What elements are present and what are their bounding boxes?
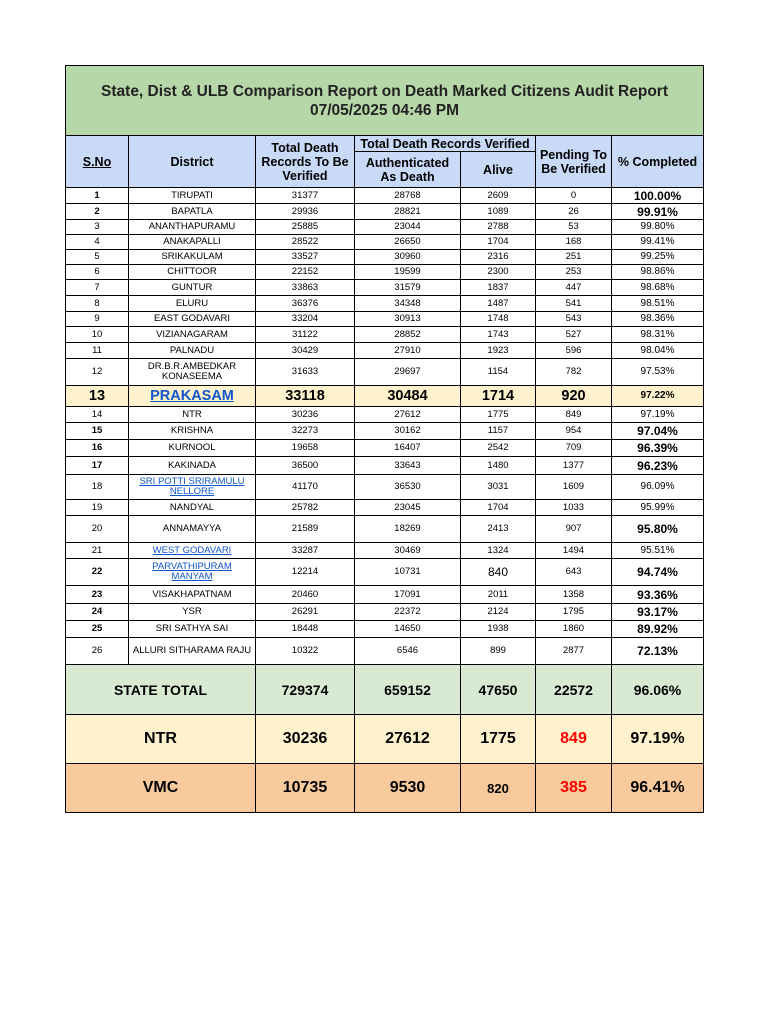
cell-sno: 26 xyxy=(66,638,129,665)
cell-pending: 1377 xyxy=(536,457,612,475)
cell-pending: 26 xyxy=(536,204,612,220)
cell-total: 20460 xyxy=(256,586,355,604)
report-timestamp: 07/05/2025 04:46 PM xyxy=(309,101,460,119)
cell-sno: 14 xyxy=(66,407,129,423)
cell-completed: 97.04% xyxy=(612,423,704,440)
cell-sno: 13 xyxy=(66,386,129,407)
cell-total: 10322 xyxy=(256,638,355,665)
cell-alive: 1154 xyxy=(461,359,536,386)
cell-authenticated: 30913 xyxy=(355,312,461,327)
state-total-row xyxy=(66,665,704,715)
cell-district: DR.B.R.AMBEDKAR KONASEEMA xyxy=(129,359,256,386)
cell-completed: 94.74% xyxy=(612,559,704,586)
cell-pending: 954 xyxy=(536,423,612,440)
cell-total: 33204 xyxy=(256,312,355,327)
cell-district: CHITTOOR xyxy=(129,265,256,280)
cell-authenticated: 17091 xyxy=(355,586,461,604)
cell-alive: 1487 xyxy=(461,296,536,312)
cell-pending: 2877 xyxy=(536,638,612,665)
cell-sno: 20 xyxy=(66,516,129,543)
cell-authenticated: 14650 xyxy=(355,621,461,638)
cell-district: ELURU xyxy=(129,296,256,312)
table-row xyxy=(66,457,704,475)
cell-alive: 1938 xyxy=(461,621,536,638)
cell-authenticated: 30960 xyxy=(355,250,461,265)
cell-completed: 97.53% xyxy=(612,359,704,386)
cell-sno: 23 xyxy=(66,586,129,604)
cell-alive: 2124 xyxy=(461,604,536,621)
state-total-label: STATE TOTAL xyxy=(66,665,256,715)
cell-sno: 1 xyxy=(66,188,129,204)
cell-total: 33527 xyxy=(256,250,355,265)
col-header-authenticated: Authenticated As Death xyxy=(355,152,461,188)
table-row xyxy=(66,265,704,280)
cell-pending: 541 xyxy=(536,296,612,312)
cell-sno: 21 xyxy=(66,543,129,559)
vmc-summary-label: VMC xyxy=(66,764,256,813)
cell-total: 31633 xyxy=(256,359,355,386)
table-row xyxy=(66,586,704,604)
cell-district: PALNADU xyxy=(129,343,256,359)
table-row xyxy=(66,475,704,500)
cell-total: 18448 xyxy=(256,621,355,638)
cell-sno: 6 xyxy=(66,265,129,280)
cell-alive: 1775 xyxy=(461,407,536,423)
cell-pending: 251 xyxy=(536,250,612,265)
cell-district: ANNAMAYYA xyxy=(129,516,256,543)
cell-sno: 9 xyxy=(66,312,129,327)
cell-completed: 96.09% xyxy=(612,475,704,500)
ntr-summary-row xyxy=(66,715,704,764)
cell-authenticated: 30484 xyxy=(355,386,461,407)
cell-alive: 2300 xyxy=(461,265,536,280)
cell-pending: 1609 xyxy=(536,475,612,500)
state-total-completed: 96.06% xyxy=(612,665,704,715)
cell-total: 31122 xyxy=(256,327,355,343)
cell-district: NANDYAL xyxy=(129,500,256,516)
cell-completed: 98.36% xyxy=(612,312,704,327)
cell-district: GUNTUR xyxy=(129,280,256,296)
vmc-summary-alive: 820 xyxy=(461,764,536,813)
col-header-pending: Pending To Be Verified xyxy=(536,136,612,188)
cell-pending: 1033 xyxy=(536,500,612,516)
cell-completed: 99.41% xyxy=(612,235,704,250)
cell-total: 25885 xyxy=(256,220,355,235)
cell-completed: 89.92% xyxy=(612,621,704,638)
cell-district: KURNOOL xyxy=(129,440,256,457)
cell-authenticated: 18269 xyxy=(355,516,461,543)
cell-alive: 1480 xyxy=(461,457,536,475)
cell-total: 41170 xyxy=(256,475,355,500)
cell-district: ALLURI SITHARAMA RAJU xyxy=(129,638,256,665)
cell-sno: 3 xyxy=(66,220,129,235)
cell-completed: 99.25% xyxy=(612,250,704,265)
cell-authenticated: 30162 xyxy=(355,423,461,440)
cell-sno: 4 xyxy=(66,235,129,250)
cell-authenticated: 16407 xyxy=(355,440,461,457)
table-row xyxy=(66,386,704,407)
table-row xyxy=(66,250,704,265)
cell-sno: 10 xyxy=(66,327,129,343)
cell-sno: 25 xyxy=(66,621,129,638)
cell-completed: 96.23% xyxy=(612,457,704,475)
ntr-summary-label: NTR xyxy=(66,715,256,764)
cell-authenticated: 28821 xyxy=(355,204,461,220)
cell-completed: 95.99% xyxy=(612,500,704,516)
cell-pending: 253 xyxy=(536,265,612,280)
cell-sno: 18 xyxy=(66,475,129,500)
cell-authenticated: 31579 xyxy=(355,280,461,296)
cell-authenticated: 28852 xyxy=(355,327,461,343)
cell-completed: 97.22% xyxy=(612,386,704,407)
cell-completed: 93.36% xyxy=(612,586,704,604)
col-header-total-to-verify: Total Death Records To Be Verified xyxy=(256,136,355,188)
cell-authenticated: 10731 xyxy=(355,559,461,586)
state-total-total: 729374 xyxy=(256,665,355,715)
table-row xyxy=(66,543,704,559)
cell-district: VIZIANAGARAM xyxy=(129,327,256,343)
cell-completed: 98.86% xyxy=(612,265,704,280)
cell-authenticated: 19599 xyxy=(355,265,461,280)
vmc-summary-pending: 385 xyxy=(536,764,612,813)
cell-alive: 1157 xyxy=(461,423,536,440)
cell-total: 33118 xyxy=(256,386,355,407)
cell-alive: 3031 xyxy=(461,475,536,500)
cell-sno: 17 xyxy=(66,457,129,475)
cell-pending: 168 xyxy=(536,235,612,250)
col-header-sno[interactable]: S.No xyxy=(66,136,129,188)
table-row xyxy=(66,423,704,440)
cell-authenticated: 27612 xyxy=(355,407,461,423)
table-row xyxy=(66,516,704,543)
cell-completed: 97.19% xyxy=(612,407,704,423)
table-row xyxy=(66,559,704,586)
col-header-completed: % Completed xyxy=(612,136,704,188)
cell-alive: 840 xyxy=(461,559,536,586)
cell-alive: 1324 xyxy=(461,543,536,559)
cell-district[interactable]: SRI POTTI SRIRAMULU NELLORE xyxy=(129,475,256,500)
cell-district: ANAKAPALLI xyxy=(129,235,256,250)
cell-pending: 447 xyxy=(536,280,612,296)
state-total-alive: 47650 xyxy=(461,665,536,715)
cell-authenticated: 29697 xyxy=(355,359,461,386)
cell-district: ANANTHAPURAMU xyxy=(129,220,256,235)
cell-pending: 920 xyxy=(536,386,612,407)
cell-pending: 1860 xyxy=(536,621,612,638)
table-row xyxy=(66,604,704,621)
cell-alive: 1748 xyxy=(461,312,536,327)
cell-alive: 1743 xyxy=(461,327,536,343)
cell-alive: 899 xyxy=(461,638,536,665)
cell-district: KAKINADA xyxy=(129,457,256,475)
cell-district: VISAKHAPATNAM xyxy=(129,586,256,604)
cell-pending: 527 xyxy=(536,327,612,343)
cell-sno: 8 xyxy=(66,296,129,312)
cell-sno: 7 xyxy=(66,280,129,296)
cell-alive: 2542 xyxy=(461,440,536,457)
cell-alive: 1704 xyxy=(461,500,536,516)
cell-total: 28522 xyxy=(256,235,355,250)
cell-pending: 782 xyxy=(536,359,612,386)
cell-sno: 15 xyxy=(66,423,129,440)
vmc-summary-total: 10735 xyxy=(256,764,355,813)
cell-authenticated: 36530 xyxy=(355,475,461,500)
cell-total: 29936 xyxy=(256,204,355,220)
col-header-verified-group: Total Death Records Verified xyxy=(355,136,536,152)
cell-pending: 1795 xyxy=(536,604,612,621)
cell-total: 30236 xyxy=(256,407,355,423)
table-row xyxy=(66,440,704,457)
table-row xyxy=(66,220,704,235)
cell-alive: 2413 xyxy=(461,516,536,543)
cell-completed: 98.04% xyxy=(612,343,704,359)
cell-district: YSR xyxy=(129,604,256,621)
cell-pending: 849 xyxy=(536,407,612,423)
cell-district: NTR xyxy=(129,407,256,423)
cell-pending: 1358 xyxy=(536,586,612,604)
cell-authenticated: 30469 xyxy=(355,543,461,559)
table-row xyxy=(66,359,704,386)
cell-sno: 12 xyxy=(66,359,129,386)
ntr-summary-total: 30236 xyxy=(256,715,355,764)
cell-sno: 24 xyxy=(66,604,129,621)
cell-alive: 1837 xyxy=(461,280,536,296)
table-row xyxy=(66,204,704,220)
cell-district[interactable]: PRAKASAM xyxy=(129,386,256,407)
table-row xyxy=(66,621,704,638)
cell-sno: 5 xyxy=(66,250,129,265)
cell-total: 33863 xyxy=(256,280,355,296)
cell-district: BAPATLA xyxy=(129,204,256,220)
cell-completed: 98.31% xyxy=(612,327,704,343)
cell-alive: 2609 xyxy=(461,188,536,204)
cell-authenticated: 27910 xyxy=(355,343,461,359)
table-row xyxy=(66,188,704,204)
col-header-district: District xyxy=(129,136,256,188)
cell-total: 25782 xyxy=(256,500,355,516)
table-row xyxy=(66,327,704,343)
report-title-cell xyxy=(66,66,704,136)
cell-authenticated: 33643 xyxy=(355,457,461,475)
cell-district[interactable]: PARVATHIPURAM MANYAM xyxy=(129,559,256,586)
cell-authenticated: 22372 xyxy=(355,604,461,621)
state-total-pending: 22572 xyxy=(536,665,612,715)
report-title: State, Dist & ULB Comparison Report on Death Marked Citizens Audit Report xyxy=(101,82,668,100)
cell-total: 19658 xyxy=(256,440,355,457)
cell-alive: 1089 xyxy=(461,204,536,220)
cell-completed: 99.91% xyxy=(612,204,704,220)
table-row xyxy=(66,296,704,312)
cell-pending: 907 xyxy=(536,516,612,543)
cell-authenticated: 6546 xyxy=(355,638,461,665)
cell-sno: 16 xyxy=(66,440,129,457)
cell-authenticated: 26650 xyxy=(355,235,461,250)
cell-total: 12214 xyxy=(256,559,355,586)
cell-district: TIRUPATI xyxy=(129,188,256,204)
table-row xyxy=(66,343,704,359)
cell-district: SRIKAKULAM xyxy=(129,250,256,265)
cell-alive: 2011 xyxy=(461,586,536,604)
cell-district[interactable]: WEST GODAVARI xyxy=(129,543,256,559)
table-row xyxy=(66,638,704,665)
ntr-summary-pending: 849 xyxy=(536,715,612,764)
cell-total: 32273 xyxy=(256,423,355,440)
table-row xyxy=(66,312,704,327)
cell-alive: 1923 xyxy=(461,343,536,359)
cell-pending: 709 xyxy=(536,440,612,457)
cell-sno: 11 xyxy=(66,343,129,359)
vmc-summary-authenticated: 9530 xyxy=(355,764,461,813)
cell-district: EAST GODAVARI xyxy=(129,312,256,327)
cell-sno: 22 xyxy=(66,559,129,586)
vmc-summary-completed: 96.41% xyxy=(612,764,704,813)
cell-total: 36500 xyxy=(256,457,355,475)
cell-total: 22152 xyxy=(256,265,355,280)
cell-pending: 543 xyxy=(536,312,612,327)
cell-total: 31377 xyxy=(256,188,355,204)
cell-pending: 0 xyxy=(536,188,612,204)
cell-completed: 72.13% xyxy=(612,638,704,665)
col-header-alive: Alive xyxy=(461,152,536,188)
cell-completed: 99.80% xyxy=(612,220,704,235)
cell-sno: 2 xyxy=(66,204,129,220)
cell-district: KRISHNA xyxy=(129,423,256,440)
cell-district: SRI SATHYA SAI xyxy=(129,621,256,638)
cell-authenticated: 34348 xyxy=(355,296,461,312)
cell-sno: 19 xyxy=(66,500,129,516)
cell-completed: 93.17% xyxy=(612,604,704,621)
audit-report-table xyxy=(65,65,704,813)
cell-alive: 1714 xyxy=(461,386,536,407)
cell-alive: 2788 xyxy=(461,220,536,235)
cell-total: 30429 xyxy=(256,343,355,359)
cell-total: 36376 xyxy=(256,296,355,312)
cell-completed: 100.00% xyxy=(612,188,704,204)
cell-completed: 95.51% xyxy=(612,543,704,559)
cell-pending: 1494 xyxy=(536,543,612,559)
state-total-authenticated: 659152 xyxy=(355,665,461,715)
table-row xyxy=(66,235,704,250)
cell-authenticated: 23045 xyxy=(355,500,461,516)
cell-authenticated: 23044 xyxy=(355,220,461,235)
cell-alive: 1704 xyxy=(461,235,536,250)
cell-completed: 98.51% xyxy=(612,296,704,312)
ntr-summary-authenticated: 27612 xyxy=(355,715,461,764)
ntr-summary-completed: 97.19% xyxy=(612,715,704,764)
cell-completed: 96.39% xyxy=(612,440,704,457)
ntr-summary-alive: 1775 xyxy=(461,715,536,764)
table-row xyxy=(66,500,704,516)
vmc-summary-row xyxy=(66,764,704,813)
cell-pending: 53 xyxy=(536,220,612,235)
cell-completed: 98.68% xyxy=(612,280,704,296)
cell-total: 26291 xyxy=(256,604,355,621)
cell-authenticated: 28768 xyxy=(355,188,461,204)
cell-pending: 596 xyxy=(536,343,612,359)
cell-total: 21589 xyxy=(256,516,355,543)
cell-pending: 643 xyxy=(536,559,612,586)
cell-completed: 95.80% xyxy=(612,516,704,543)
cell-total: 33287 xyxy=(256,543,355,559)
table-row xyxy=(66,407,704,423)
cell-alive: 2316 xyxy=(461,250,536,265)
table-row xyxy=(66,280,704,296)
